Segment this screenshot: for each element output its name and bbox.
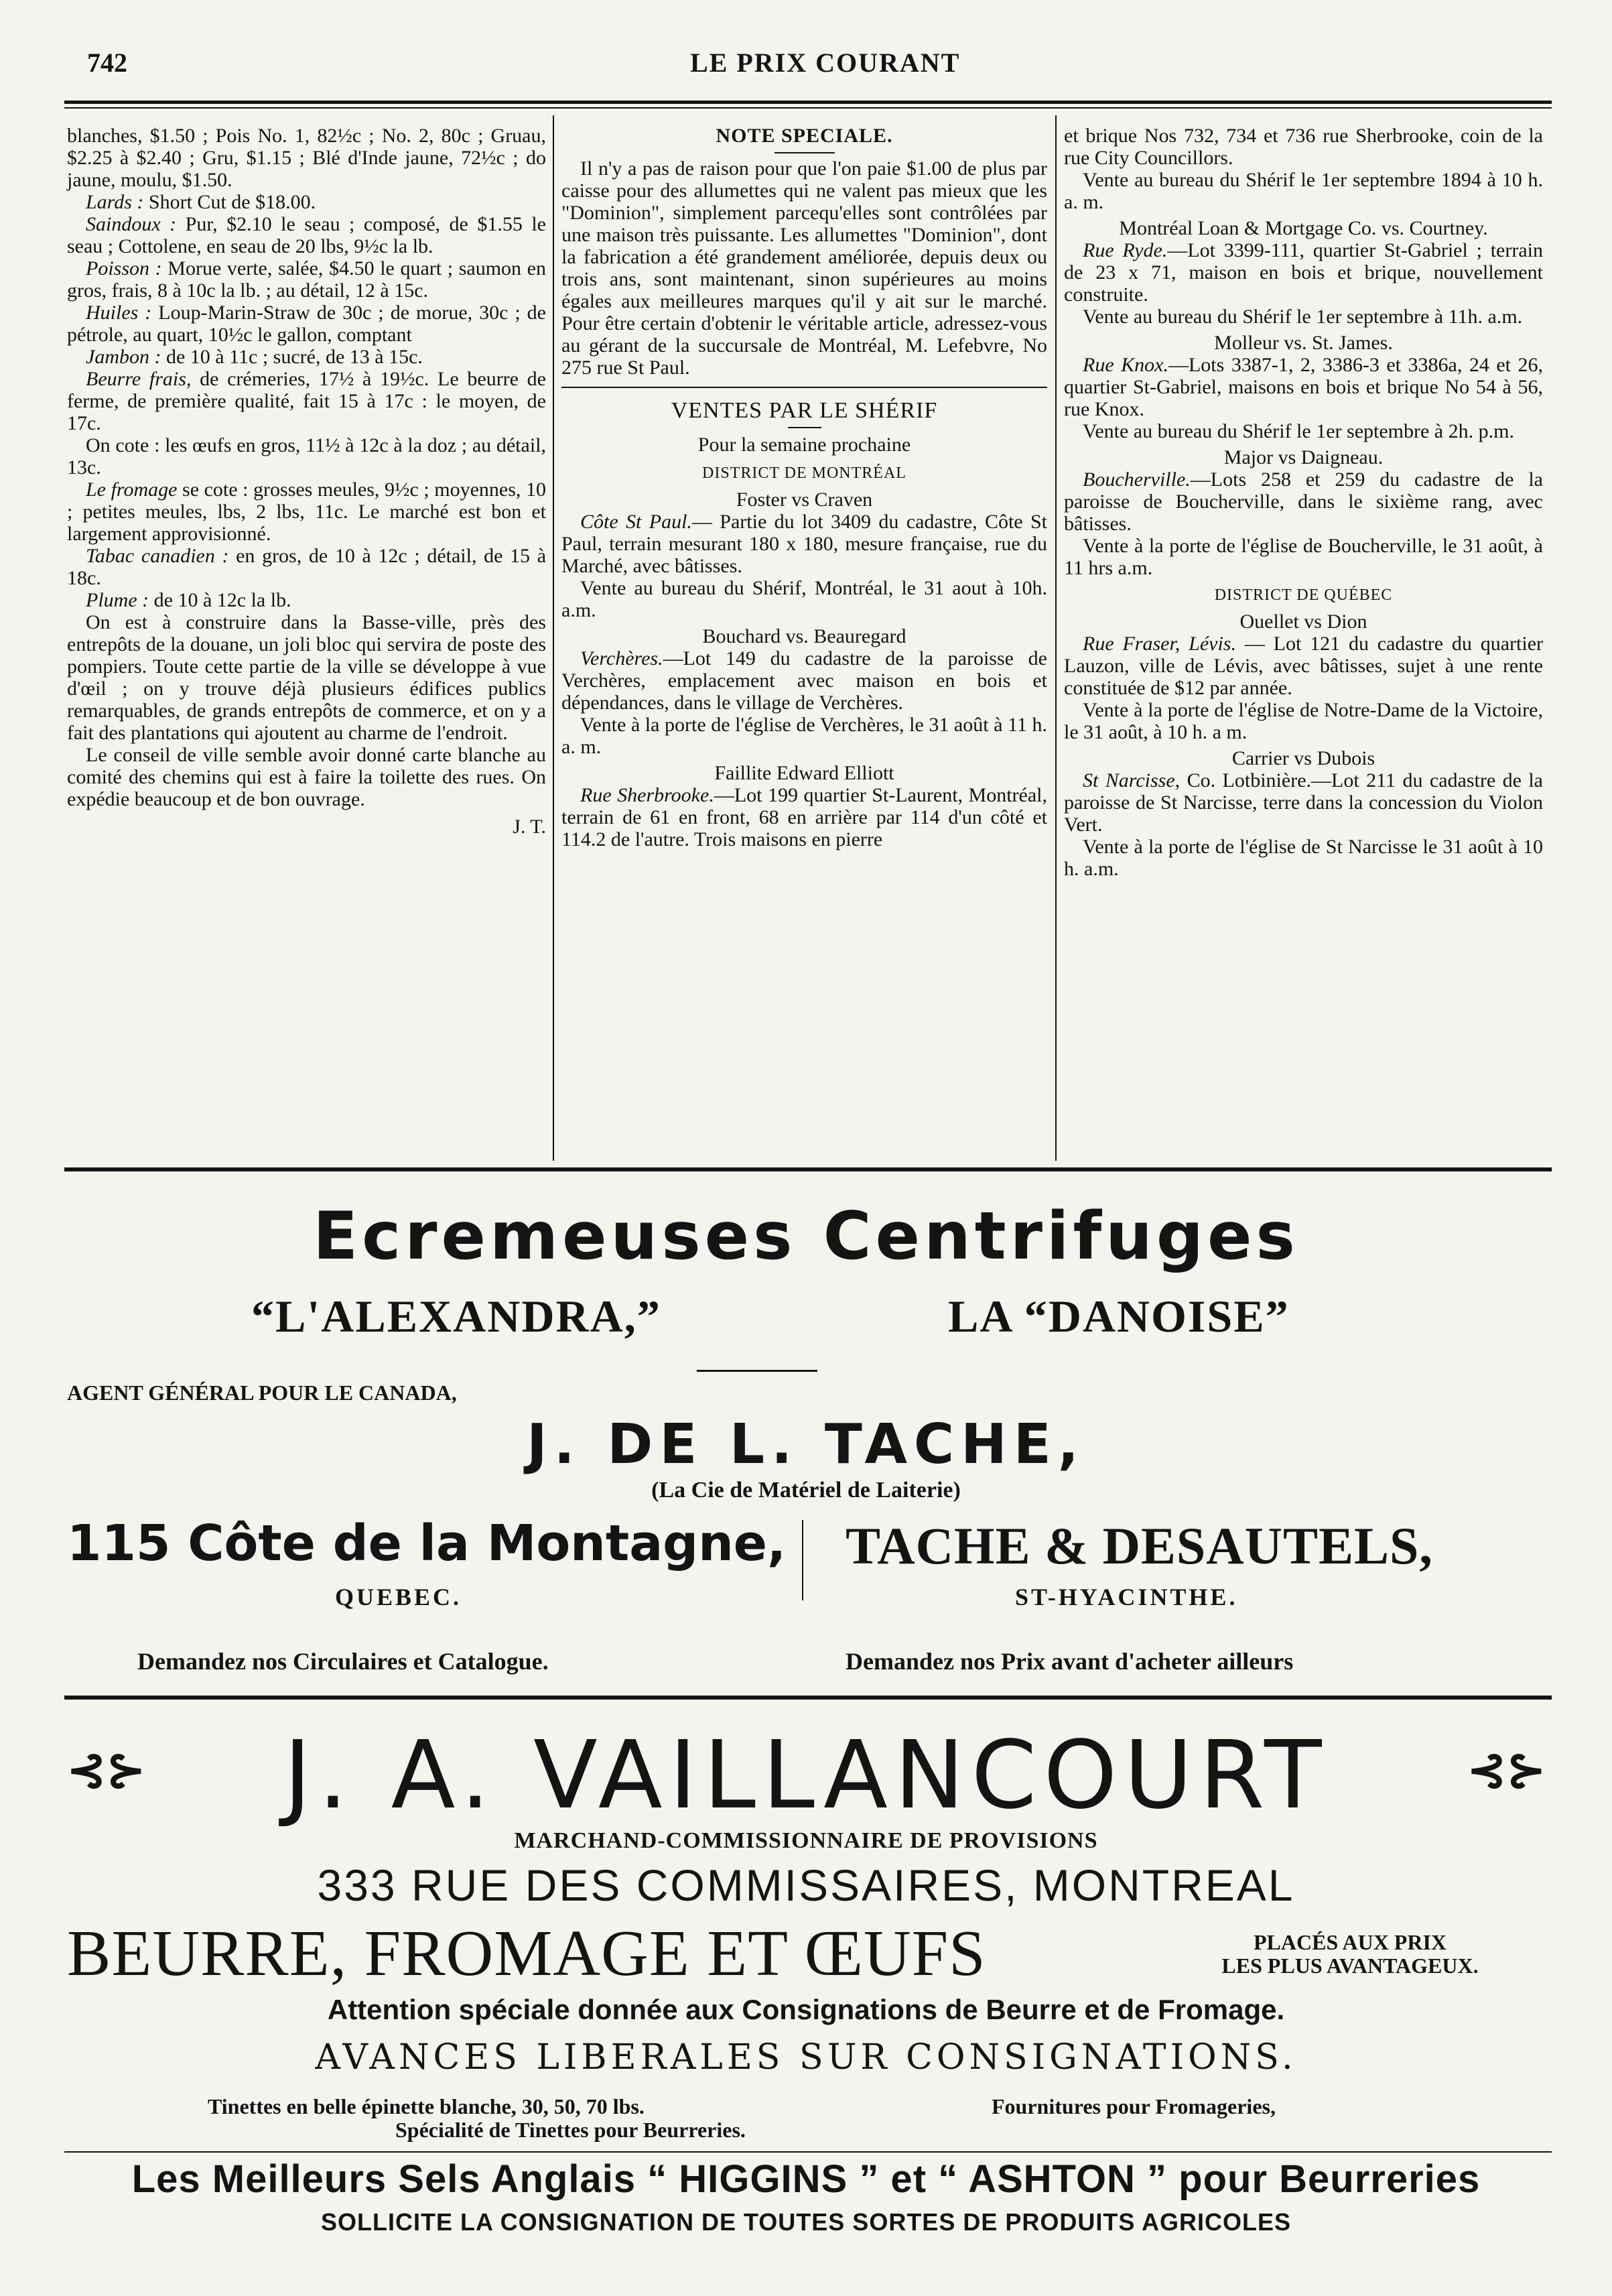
- fournitures-line: Fournitures pour Fromageries,: [992, 2094, 1276, 2118]
- paragraph: On cote : les œufs en gros, 11½ à 12c à la doz ; au détail, 13c.: [67, 434, 546, 479]
- case-place: Rue Knox.: [1083, 354, 1168, 376]
- price-item: [67, 191, 546, 213]
- paragraph: On est à construire dans la Basse-ville, près des entrepôts de la douane, un joli bloc qui servira de poste des pompiers. Toute cette partie de la ville se développe à vue d'œil ; on y trouve déjà plusieurs édifices publics remarquables, de grands entrepôts de commerce, et on y a fait des plantations qui ajoutent au charme de l'endroit.: [67, 611, 546, 744]
- city-left: QUEBEC.: [335, 1584, 462, 1610]
- case-title: Montréal Loan & Mortgage Co. vs. Courtney.: [1119, 217, 1488, 239]
- item-label: Lards :: [86, 191, 144, 213]
- sels-line: Les Meilleurs Sels Anglais “ HIGGINS ” et “ ASHTON ” pour Beurreries: [131, 2157, 1481, 2201]
- divider: [775, 152, 835, 153]
- case-title: Foster vs Craven: [736, 489, 873, 511]
- case-text: —Lot 149 du cadastre de la paroisse de Verchères, emplacement avec maison en bois et dépendances, dans le village de Verchères.: [561, 647, 1047, 714]
- agent-name: J. DE L. TACHE,: [527, 1413, 1085, 1476]
- item-text: Loup-Marin-Straw de 30c ; de morue, 30c ; de pétrole, au quart, 10½c le gallon, comptant: [67, 302, 547, 346]
- sheriff-sales-column: [1064, 125, 1543, 880]
- item-label: Plume :: [86, 589, 149, 611]
- page-number: 742: [87, 48, 127, 78]
- paragraph: blanches, $1.50 ; Pois No. 1, 82½c ; No. 2, 80c ; Gruau, $2.25 à $2.40 ; Gru, $1.15 ; Blé d'Inde jaune, 72½c ; do jaune, moulu, $1.50.: [67, 125, 546, 191]
- price-item: [67, 545, 546, 589]
- item-text: de crémeries, 17½ à 19½c. Le beurre de ferme, de première qualité, fait 15 à 17c : le moyen, de 17c.: [67, 368, 546, 434]
- case-title: Molleur vs. St. James.: [1214, 332, 1393, 354]
- case-sale: Vente à la porte de l'église de St Narcisse le 31 août à 10 h. a.m.: [1064, 836, 1543, 880]
- item-text: Pur, $2.10 le seau ; composé, de $1.55 le seau ; Cottolene, en seau de 20 lbs, 9½c la lb.: [67, 213, 546, 257]
- merchant-address: 333 RUE DES COMMISSAIRES, MONTREAL: [317, 1860, 1295, 1910]
- case-title: Faillite Edward Elliott: [714, 762, 894, 784]
- item-label: Jambon :: [86, 346, 161, 368]
- ventes-title: VENTES PAR LE SHÉRIF: [671, 398, 938, 423]
- ornament-right-icon: ⊰⊱: [1467, 1745, 1546, 1797]
- tinettes-line-2: Spécialité de Tinettes pour Beurreries.: [395, 2118, 746, 2142]
- district-heading: DISTRICT DE QUÉBEC: [1214, 586, 1393, 604]
- merchant-name: J. A. VAILLANCOURT: [283, 1721, 1329, 1830]
- attention-line: Attention spéciale donnée aux Consignations de Beurre et de Fromage.: [327, 1994, 1285, 2025]
- address-left: 115 Côte de la Montagne,: [67, 1515, 787, 1572]
- case-title: Major vs Daigneau.: [1223, 446, 1384, 468]
- agent-line: AGENT GÉNÉRAL POUR LE CANADA,: [67, 1381, 457, 1405]
- brand-left: “L'ALEXANDRA,”: [251, 1291, 661, 1342]
- note-right: Demandez nos Prix avant d'acheter ailleurs: [846, 1648, 1294, 1675]
- price-item: [67, 589, 546, 611]
- item-label: Huiles :: [86, 302, 152, 324]
- merchant-trade: MARCHAND-COMMISSIONNAIRE DE PROVISIONS: [514, 1828, 1098, 1853]
- tinettes-line-1: Tinettes en belle épinette blanche, 30, 50, 70 lbs.: [208, 2094, 645, 2118]
- market-report-column: [67, 125, 546, 838]
- price-item: [67, 302, 546, 346]
- item-label: Tabac canadien :: [86, 545, 229, 567]
- signature: J. T.: [513, 816, 546, 838]
- case-place: Boucherville.: [1083, 468, 1191, 491]
- item-text: de 10 à 12c la lb.: [149, 589, 291, 611]
- case-place: St Narcisse,: [1083, 769, 1181, 791]
- case-text: —Lot 3399-111, quartier St-Gabriel ; terrain de 23 x 71, maison en bois et brique, nouvellement construite.: [1064, 239, 1543, 306]
- price-item: [67, 479, 546, 545]
- divider: [788, 427, 821, 428]
- price-item: [67, 257, 546, 302]
- case-sale: Vente à la porte de l'église de Verchères, le 31 août à 11 h. a. m.: [561, 714, 1047, 758]
- case-text: —Lots 3387-1, 2, 3386-3 et 3386a, 24 et 26, quartier St-Gabriel, maisons en bois et brique No 54 à 56, rue Knox.: [1064, 354, 1543, 420]
- ad-headline: Ecremeuses Centrifuges: [313, 1198, 1299, 1275]
- divider: [561, 387, 1047, 388]
- case-text: —Lots 258 et 259 du cadastre de la paroisse de Boucherville, dans le sixième rang, avec bâtisses.: [1064, 468, 1543, 535]
- merchant-products: BEURRE, FROMAGE ET ŒUFS: [67, 1917, 986, 1990]
- ornament-rule: [697, 1370, 817, 1372]
- case-place: Rue Fraser, Lévis.: [1083, 633, 1236, 655]
- price-item: [67, 368, 546, 434]
- column-separator: [553, 115, 554, 1161]
- case-place: Verchères.: [580, 647, 663, 669]
- case-place: Côte St Paul.: [580, 511, 692, 533]
- case-place: Rue Sherbrooke.: [580, 784, 714, 806]
- header-rule-thin: [64, 107, 1552, 109]
- ornament-left-icon: ⊰⊱: [67, 1745, 146, 1797]
- placed-line-2: LES PLUS AVANTAGEUX.: [1221, 1954, 1479, 1978]
- price-item: [67, 346, 546, 368]
- case-sale: Vente au bureau du Shérif le 1er septembre à 11h. a.m.: [1083, 306, 1523, 328]
- item-text: Short Cut de $18.00.: [143, 191, 316, 213]
- case-sale: Vente à la porte de l'église de Boucherville, le 31 août, à 11 hrs a.m.: [1064, 535, 1543, 579]
- price-item: [67, 213, 546, 257]
- section-rule: [64, 1167, 1552, 1171]
- item-label: Poisson :: [86, 257, 162, 279]
- paragraph: Le conseil de ville semble avoir donné carte blanche au comité des chemins qui est à faire la toilette des rues. On expédie beaucoup et de bon ouvrage.: [67, 744, 546, 810]
- note-text: Il n'y a pas de raison pour que l'on paie $1.00 de plus par caisse pour des allumettes qui ne valent pas mieux que les "Dominion", simplement parcequ'elles sont contrôlées par une maison très puissante. Les allumettes "Dominion", dont la fabrication a été grandement améliorée, depuis deux ou trois ans, sont maintenant, sinon supérieures au moins égales aux meilleures marques qu'il y ait sur le marché. Pour être certain d'obtenir le véritable article, adressez-vous au gérant de la succursale de Montréal, M. Lefebvre, No 275 rue St Paul.: [561, 157, 1047, 379]
- case-text: —Lot 199 quartier St-Laurent, Montréal, terrain de 61 en front, 68 en arrière par 114 d'un côté et 114.2 de l'autre. Trois maisons en pierre: [561, 784, 1048, 850]
- case-title: Carrier vs Dubois: [1231, 747, 1375, 769]
- ad-divider: [802, 1520, 803, 1600]
- placed-line-1: PLACÉS AUX PRIX: [1253, 1930, 1447, 1954]
- section-rule: [64, 1696, 1552, 1700]
- case-sale: Vente au bureau du Shérif, Montréal, le 31 aout à 10h. a.m.: [561, 577, 1047, 621]
- column-separator: [1055, 115, 1057, 1161]
- case-title: Bouchard vs. Beauregard: [702, 625, 906, 647]
- address-right: TACHE & DESAUTELS,: [846, 1517, 1433, 1575]
- case-place: Rue Ryde.: [1083, 239, 1168, 261]
- journal-title: LE PRIX COURANT: [690, 48, 961, 78]
- item-label: Le fromage: [86, 479, 178, 501]
- note-title: NOTE SPECIALE.: [716, 125, 893, 147]
- sollicite-line: SOLLICITE LA CONSIGNATION DE TOUTES SORTES DE PRODUITS AGRICOLES: [320, 2208, 1292, 2236]
- item-text: de 10 à 11c ; sucré, de 13 à 15c.: [161, 346, 423, 368]
- item-label: Saindoux :: [86, 213, 177, 235]
- case-text: Co. Lotbinière.—Lot 211 du cadastre de la paroisse de St Narcisse, terre dans la concession du Violon Vert.: [1064, 769, 1543, 836]
- item-text: se cote : grosses meules, 9½c ; moyennes, 10 ; petites meules, lbs, 2 lbs, 11c. Le marché est bon et largement approvisionné.: [67, 479, 546, 545]
- case-text: — Lot 121 du cadastre du quartier Lauzon, ville de Lévis, avec bâtisses, sujet à une rente constituée de $12 par année.: [1064, 633, 1544, 699]
- city-right: ST-HYACINTHE.: [1015, 1584, 1238, 1610]
- item-label: Beurre frais,: [86, 368, 192, 390]
- ventes-subtitle: Pour la semaine prochaine: [697, 434, 911, 456]
- header-rule: [64, 101, 1552, 104]
- note-left: Demandez nos Circulaires et Catalogue.: [137, 1648, 549, 1675]
- district-heading: DISTRICT DE MONTRÉAL: [702, 464, 906, 482]
- item-text: en gros, de 10 à 12c ; détail, de 15 à 18c.: [67, 545, 547, 589]
- case-sale: Vente au bureau du Shérif le 1er septembre à 2h. p.m.: [1083, 420, 1514, 442]
- notice-column: [561, 125, 1047, 850]
- case-text: — Partie du lot 3409 du cadastre, Côte St Paul, terrain mesurant 180 x 180, mesure française, rue du Marché, avec bâtisses.: [561, 511, 1047, 577]
- item-text: Morue verte, salée, $4.50 le quart ; saumon en gros, frais, 8 à 10c la lb. ; au détail, 12 à 15c.: [67, 257, 546, 302]
- dotted-rule: [64, 2151, 1552, 2153]
- brand-right: LA “DANOISE”: [948, 1291, 1290, 1342]
- case-sale: Vente à la porte de l'église de Notre-Dame de la Victoire, le 31 août, à 10 h. a m.: [1064, 699, 1543, 743]
- case-title: Ouellet vs Dion: [1239, 611, 1367, 633]
- company-name: (La Cie de Matériel de Laiterie): [651, 1478, 961, 1503]
- avances-line: AVANCES LIBERALES SUR CONSIGNATIONS.: [315, 2037, 1297, 2078]
- case-sale: Vente au bureau du Shérif le 1er septembre 1894 à 10 h. a. m.: [1064, 169, 1543, 213]
- case-text: et brique Nos 732, 734 et 736 rue Sherbrooke, coin de la rue City Councillors.: [1064, 125, 1543, 169]
